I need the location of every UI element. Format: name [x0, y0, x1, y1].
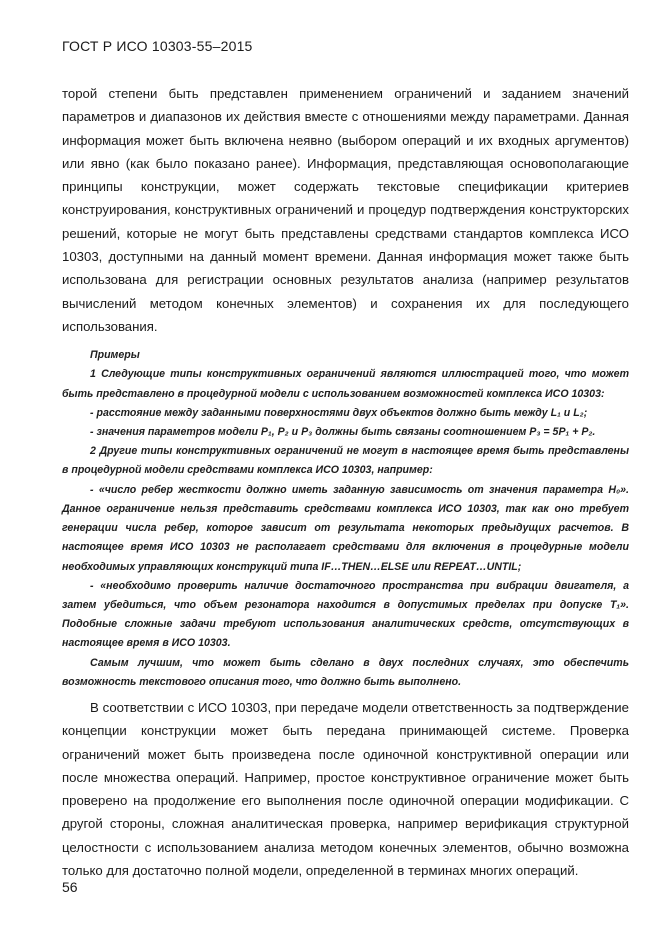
- examples-block: [62, 346, 629, 692]
- body-paragraph-2: В соответствии с ИСО 10303, при передаче модели ответственность за подтверждение концепции конструкции может быть передана принимающей системе. Проверка ограничений может быть произведена после одиночной конструктивной операции или после множества операций. Например, простое конструктивное ограничение может быть проверено на продолжение его выполнения после одиночной операции модификации. С другой стороны, сложная аналитическая проверка, например верификация структурной целостности с использованием анализа методом конечных элементов, обычно возможна только для достаточно полной модели, определенной в терминах многих операций.: [62, 699, 629, 878]
- document-body: [62, 82, 629, 882]
- page-number: 56: [62, 879, 78, 895]
- examples-heading: Примеры: [90, 349, 140, 362]
- example-1-item-2: - значения параметров модели P₁, P₂ и P₃ должны быть связаны соотношением P₃ = 5P₁ + P₂.: [90, 426, 596, 439]
- example-1-item-1: - расстояние между заданными поверхностями двух объектов должно быть между L₁ и L₂;: [90, 406, 588, 419]
- example-1: 1 Следующие типы конструктивных ограничений являются иллюстрацией того, что может быть представлено в процедурной модели с использованием возможностей комплекса ИСО 10303:: [62, 368, 629, 400]
- example-2-item-1: - «число ребер жесткости должно иметь заданную зависимость от значения параметра H₀». Данное ограничение нельзя представить средствами комплекса ИСО 10303, так как оно требует генерации числа ребер, которое зависит от результата некоторых предыдущих расчетов. В настоящее время ИСО 10303 не располагает средствами для включения в процедурные модели необходимых управляющих конструкций типа IF…THEN…ELSE или REPEAT…UNTIL;: [62, 483, 629, 573]
- example-2: 2 Другие типы конструктивных ограничений не могут в настоящее время быть представлены в процедурной модели средствами комплекса ИСО 10303, например:: [62, 445, 629, 477]
- examples-summary: Самым лучшим, что может быть сделано в двух последних случаях, это обеспечить возможность текстового описания того, что должно быть выполнено.: [62, 656, 629, 688]
- document-header: ГОСТ Р ИСО 10303-55–2015: [62, 38, 253, 54]
- body-paragraph-1: торой степени быть представлен применением ограничений и заданием значений параметров и диапазонов их действия вместе с отношениями между параметрами. Данная информация может быть включена неявно (выбором операций и их входных аргументов) или явно (как было показано ранее). Информация, представляющая основополагающие принципы конструкции, может содержать текстовые спецификации критериев конструирования, конструктивных ограничений и процедур подтверждения конструкторских решений, которые не могут быть представлены средствами стандартов комплекса ИСО 10303, доступными на данный момент времени. Данная информация может также быть использована для регистрации основных результатов анализа (например результатов вычислений методом конечных элементов) и сохранения их для последующего использования.: [62, 86, 629, 334]
- example-2-item-2: - «необходимо проверить наличие достаточного пространства при вибрации двигателя, а затем убедиться, что объем резонатора находится в допустимых пределах при допуске T₁». Подобные сложные задачи требуют использования аналитических средств, отсутствующих в настоящее время в ИСО 10303.: [62, 579, 629, 650]
